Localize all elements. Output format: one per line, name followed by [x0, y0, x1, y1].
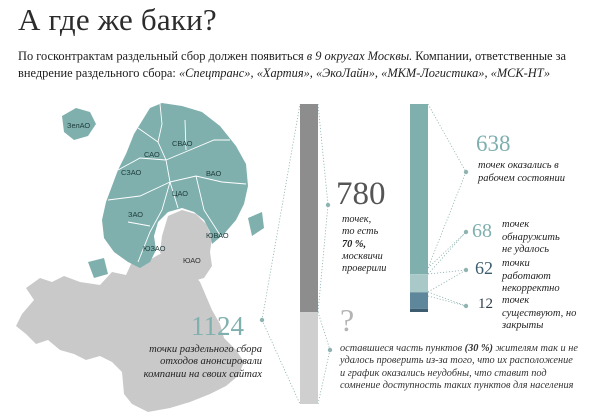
dot-not-found: [464, 230, 468, 234]
district-label-zao: ЗАО: [128, 210, 143, 219]
unknown-percent: (30 %): [464, 343, 493, 354]
district-label-sao: САО: [144, 150, 160, 159]
checked-percent: 70 %,: [342, 238, 367, 250]
subtitle-part1: По госконтрактам раздельный сбор должен появиться: [18, 49, 307, 63]
unknown-label-part2: жителям так и не удалось проверить из-за того, что их расположение и график оказались неудобны, что ставит под сомнение доступность таких пунктов для населения: [340, 343, 578, 392]
district-label-yuvao: ЮВАО: [206, 231, 229, 240]
incorrect-value: 62: [475, 258, 493, 278]
working-label: точек оказались в рабочем состоянии: [478, 160, 565, 184]
dot-closed: [464, 304, 468, 308]
west-patch: [88, 258, 108, 278]
dot-working: [464, 170, 468, 174]
bar-segment-checked: [300, 104, 318, 312]
district-label-szao: СЗАО: [121, 168, 142, 177]
closed-label: точек существуют, но закрыты: [502, 295, 577, 331]
bar-segment-incorrect: [410, 292, 428, 309]
subtitle-part2: Компании, ответственные за внедрение раздельного сбора:: [18, 49, 567, 80]
bar-segment-closed: [410, 309, 428, 312]
district-label-tsao: ЦАО: [172, 189, 188, 198]
closed-value: 12: [478, 296, 493, 312]
unknown-value: ?: [340, 302, 355, 338]
working-value: 638: [476, 131, 511, 156]
page-title: А где же баки?: [18, 2, 217, 37]
checked-label-line2: то есть: [342, 226, 379, 238]
district-label-yuao: ЮАО: [183, 256, 201, 265]
total-value: 1124: [191, 311, 244, 341]
east-patch: [248, 212, 264, 236]
not-found-label: точек обнаружить не удалось: [502, 219, 560, 255]
dot-total: [260, 318, 264, 322]
bar-left-total: [300, 104, 318, 404]
dot-unknown: [328, 348, 332, 352]
checked-label-line3: москвичи проверили: [342, 250, 387, 275]
total-label: точки раздельного сбора отходов анонсировали компании на своих сайтах: [143, 344, 262, 380]
bar-segment-working: [410, 104, 428, 274]
checked-label: [342, 214, 412, 275]
district-label-yuzao: ЮЗАО: [143, 244, 166, 253]
subtitle-companies: «Спецтранс», «Хартия», «ЭкоЛайн», «МКМ-Логистика», «МСК-НТ»: [178, 66, 551, 80]
bar-segment-not-found: [410, 274, 428, 292]
checked-value: 780: [336, 176, 386, 212]
district-label-vao: ВАО: [206, 169, 222, 178]
bar-right-checked: [410, 104, 428, 312]
checked-label-line1: точек,: [342, 214, 372, 225]
dot-checked: [326, 203, 330, 207]
bar-segment-unknown: [300, 312, 318, 404]
district-label-svao: СВАО: [172, 139, 193, 148]
not-found-value: 68: [472, 220, 492, 242]
district-label-zelao: ЗелАО: [67, 121, 91, 130]
incorrect-label: точки работают некорректно: [502, 258, 560, 294]
unknown-label-part1: оставшиеся часть пунктов: [340, 343, 465, 354]
unknown-label: [340, 343, 580, 393]
dot-incorrect: [464, 268, 468, 272]
subtitle-emphasis: в 9 округах Москвы.: [306, 49, 413, 63]
